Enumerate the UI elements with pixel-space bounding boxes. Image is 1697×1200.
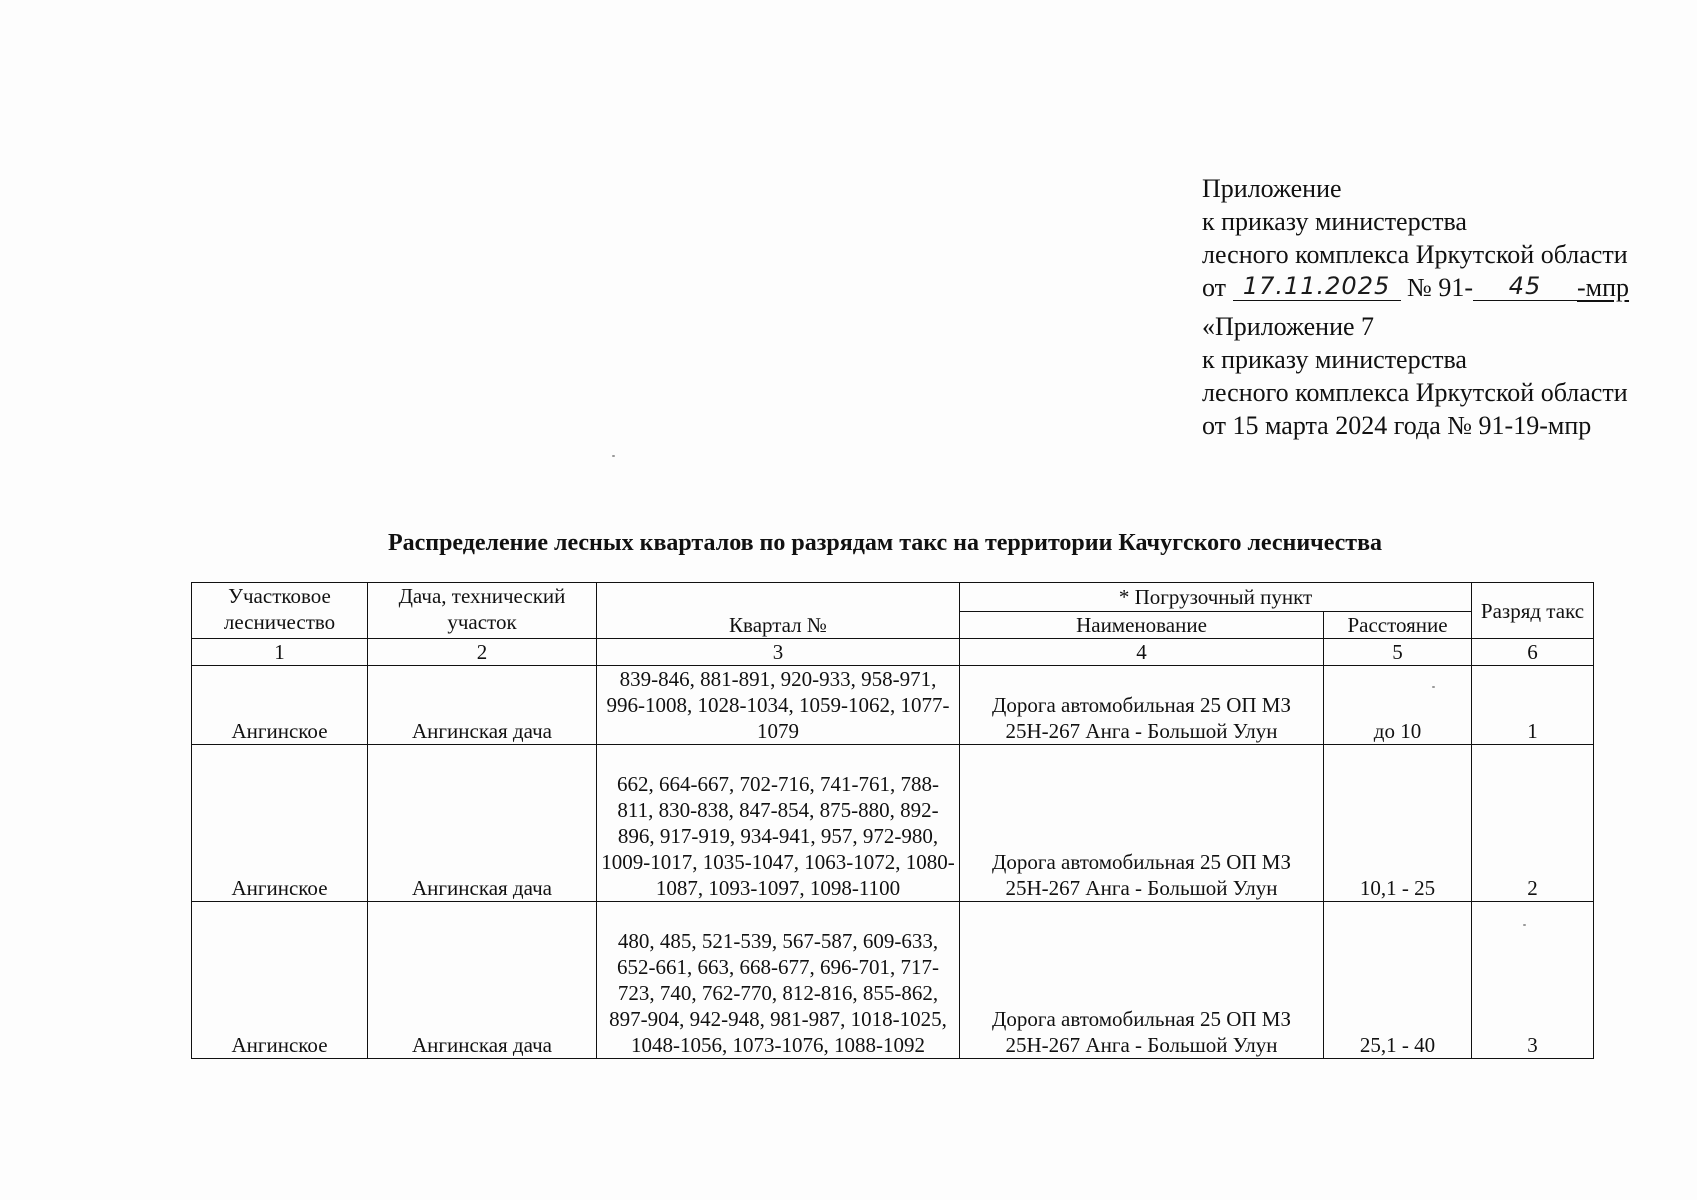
cell-loading-point: Дорога автомобильная 25 ОП МЗ 25Н-267 Анга - Большой Улун [960,902,1324,1059]
cell-loading-point: Дорога автомобильная 25 ОП МЗ 25Н-267 Анга - Большой Улун [960,666,1324,745]
order-number-field [1473,272,1577,301]
header-distance: Расстояние [1324,612,1472,639]
cell-distance: 10,1 - 25 [1324,745,1472,902]
cell-loading-point: Дорога автомобильная 25 ОП МЗ 25Н-267 Анга - Большой Улун [960,745,1324,902]
original-ministry: лесного комплекса Иркутской области [1202,378,1628,407]
order-line [1202,271,1672,304]
header-loading-point: * Погрузочный пункт [960,583,1472,612]
column-number: 6 [1472,639,1594,666]
cell-rank: 1 [1472,666,1594,745]
appendix-ministry: лесного комплекса Иркутской области [1202,240,1628,269]
cell-forestry: Ангинское [192,902,368,1059]
header-dacha: Дача, технический участок [368,583,597,639]
order-suffix: -мпр [1577,273,1630,302]
table-row [192,902,1594,1059]
cell-dacha: Ангинская дача [368,902,597,1059]
appendix-order-ref: к приказу министерства [1202,207,1467,236]
cell-dacha: Ангинская дача [368,666,597,745]
document-title: Распределение лесных кварталов по разрядам такс на территории Качугского лесничества [387,530,1383,556]
column-number: 1 [192,639,368,666]
table-row [192,745,1594,902]
cell-quarters: 662, 664-667, 702-716, 741-761, 788-811, 830-838, 847-854, 875-880, 892-896, 917-919, 934-941, 957, 972-980, 1009-1017, 1035-1047, 1063-1072, 1080-1087, 1093-1097, 1098-1100 [597,745,960,902]
scan-speck [1523,924,1526,926]
appendix-header [1202,172,1672,442]
table-row [192,666,1594,745]
cell-rank: 2 [1472,745,1594,902]
header-forestry: Участковое лесничество [192,583,368,639]
cell-forestry: Ангинское [192,745,368,902]
order-prefix: от [1202,273,1227,302]
cell-distance: 25,1 - 40 [1324,902,1472,1059]
cell-quarters: 480, 485, 521-539, 567-587, 609-633, 652-661, 663, 668-677, 696-701, 717-723, 740, 762-770, 812-816, 855-862, 897-904, 942-948, 981-987, 1018-1025, 1048-1056, 1073-1076, 1088-1092 [597,902,960,1059]
cell-distance: до 10 [1324,666,1472,745]
original-appendix-label: «Приложение 7 [1202,312,1375,341]
header-quarter: Квартал № [597,583,960,639]
order-number: 45 [1508,272,1542,300]
order-date-field [1233,272,1401,301]
cell-dacha: Ангинская дача [368,745,597,902]
appendix-label: Приложение [1202,174,1342,203]
original-order-ref: к приказу министерства [1202,345,1467,374]
scan-speck [1432,686,1435,688]
cell-quarters: 839-846, 881-891, 920-933, 958-971, 996-1008, 1028-1034, 1059-1062, 1077-1079 [597,666,960,745]
original-order-date: от 15 марта 2024 года № 91-19-мпр [1202,411,1592,440]
header-point-name: Наименование [960,612,1324,639]
column-number: 4 [960,639,1324,666]
scan-speck [612,455,615,457]
cell-rank: 3 [1472,902,1594,1059]
column-number: 5 [1324,639,1472,666]
quarters-table [191,582,1594,1059]
order-number-prefix: № 91- [1407,273,1473,302]
table-column-numbers [192,639,1594,666]
column-number: 2 [368,639,597,666]
cell-forestry: Ангинское [192,666,368,745]
order-date: 17.11.2025 [1242,272,1391,300]
header-rank: Разряд такс [1472,583,1594,639]
column-number: 3 [597,639,960,666]
table-header-row [192,583,1594,612]
